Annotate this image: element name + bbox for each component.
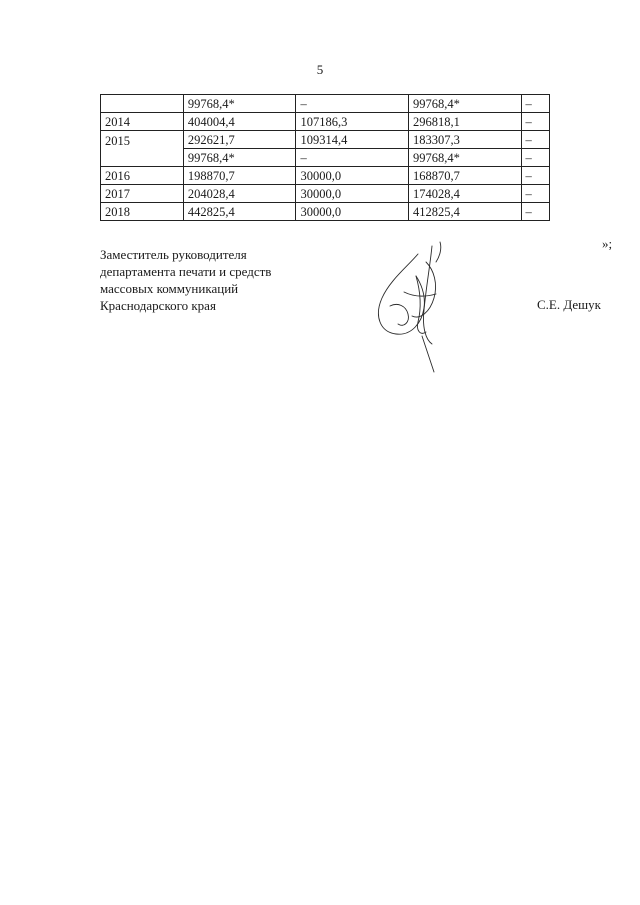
- other-cell: –: [521, 203, 549, 221]
- regional-cell: 296818,1: [408, 113, 521, 131]
- other-cell: –: [521, 113, 549, 131]
- signatory-title-line: Краснодарского края: [100, 298, 216, 313]
- year-cell: [101, 95, 184, 113]
- federal-cell: 30000,0: [296, 167, 409, 185]
- table-row: [101, 149, 550, 167]
- federal-cell: 30000,0: [296, 185, 409, 203]
- table-row: [101, 131, 550, 149]
- total-cell: 99768,4*: [183, 95, 296, 113]
- funding-table: [100, 94, 550, 221]
- signatory-name: С.Е. Дешук: [537, 297, 601, 312]
- year-cell: 2014: [101, 113, 184, 131]
- year-cell: 2015: [101, 131, 184, 149]
- signatory-title-line: Заместитель руководителя: [100, 247, 247, 262]
- page-number: 5: [316, 62, 324, 77]
- other-cell: –: [521, 185, 549, 203]
- total-cell: 442825,4: [183, 203, 296, 221]
- signatory-title: [100, 246, 271, 314]
- federal-cell: 30000,0: [296, 203, 409, 221]
- federal-cell: 109314,4: [296, 131, 409, 149]
- table-row: [101, 113, 550, 131]
- total-cell: 404004,4: [183, 113, 296, 131]
- other-cell: –: [521, 149, 549, 167]
- federal-cell: 107186,3: [296, 113, 409, 131]
- other-cell: –: [521, 167, 549, 185]
- other-cell: –: [521, 95, 549, 113]
- regional-cell: 99768,4*: [408, 149, 521, 167]
- closing-quote: »;: [602, 236, 613, 251]
- federal-cell: –: [296, 149, 409, 167]
- year-cell: 2017: [101, 185, 184, 203]
- year-cell: [101, 149, 184, 167]
- regional-cell: 174028,4: [408, 185, 521, 203]
- total-cell: 204028,4: [183, 185, 296, 203]
- year-cell: 2016: [101, 167, 184, 185]
- total-cell: 292621,7: [183, 131, 296, 149]
- regional-cell: 99768,4*: [408, 95, 521, 113]
- signatory-title-line: массовых коммуникаций: [100, 281, 239, 296]
- total-cell: 99768,4*: [183, 149, 296, 167]
- regional-cell: 412825,4: [408, 203, 521, 221]
- handwritten-signature-icon: [360, 236, 460, 381]
- table-row: [101, 167, 550, 185]
- table-row: [101, 185, 550, 203]
- federal-cell: –: [296, 95, 409, 113]
- regional-cell: 183307,3: [408, 131, 521, 149]
- signatory-title-line: департамента печати и средств: [100, 264, 272, 279]
- other-cell: –: [521, 131, 549, 149]
- table-row: [101, 203, 550, 221]
- regional-cell: 168870,7: [408, 167, 521, 185]
- table-row: [101, 95, 550, 113]
- total-cell: 198870,7: [183, 167, 296, 185]
- year-cell: 2018: [101, 203, 184, 221]
